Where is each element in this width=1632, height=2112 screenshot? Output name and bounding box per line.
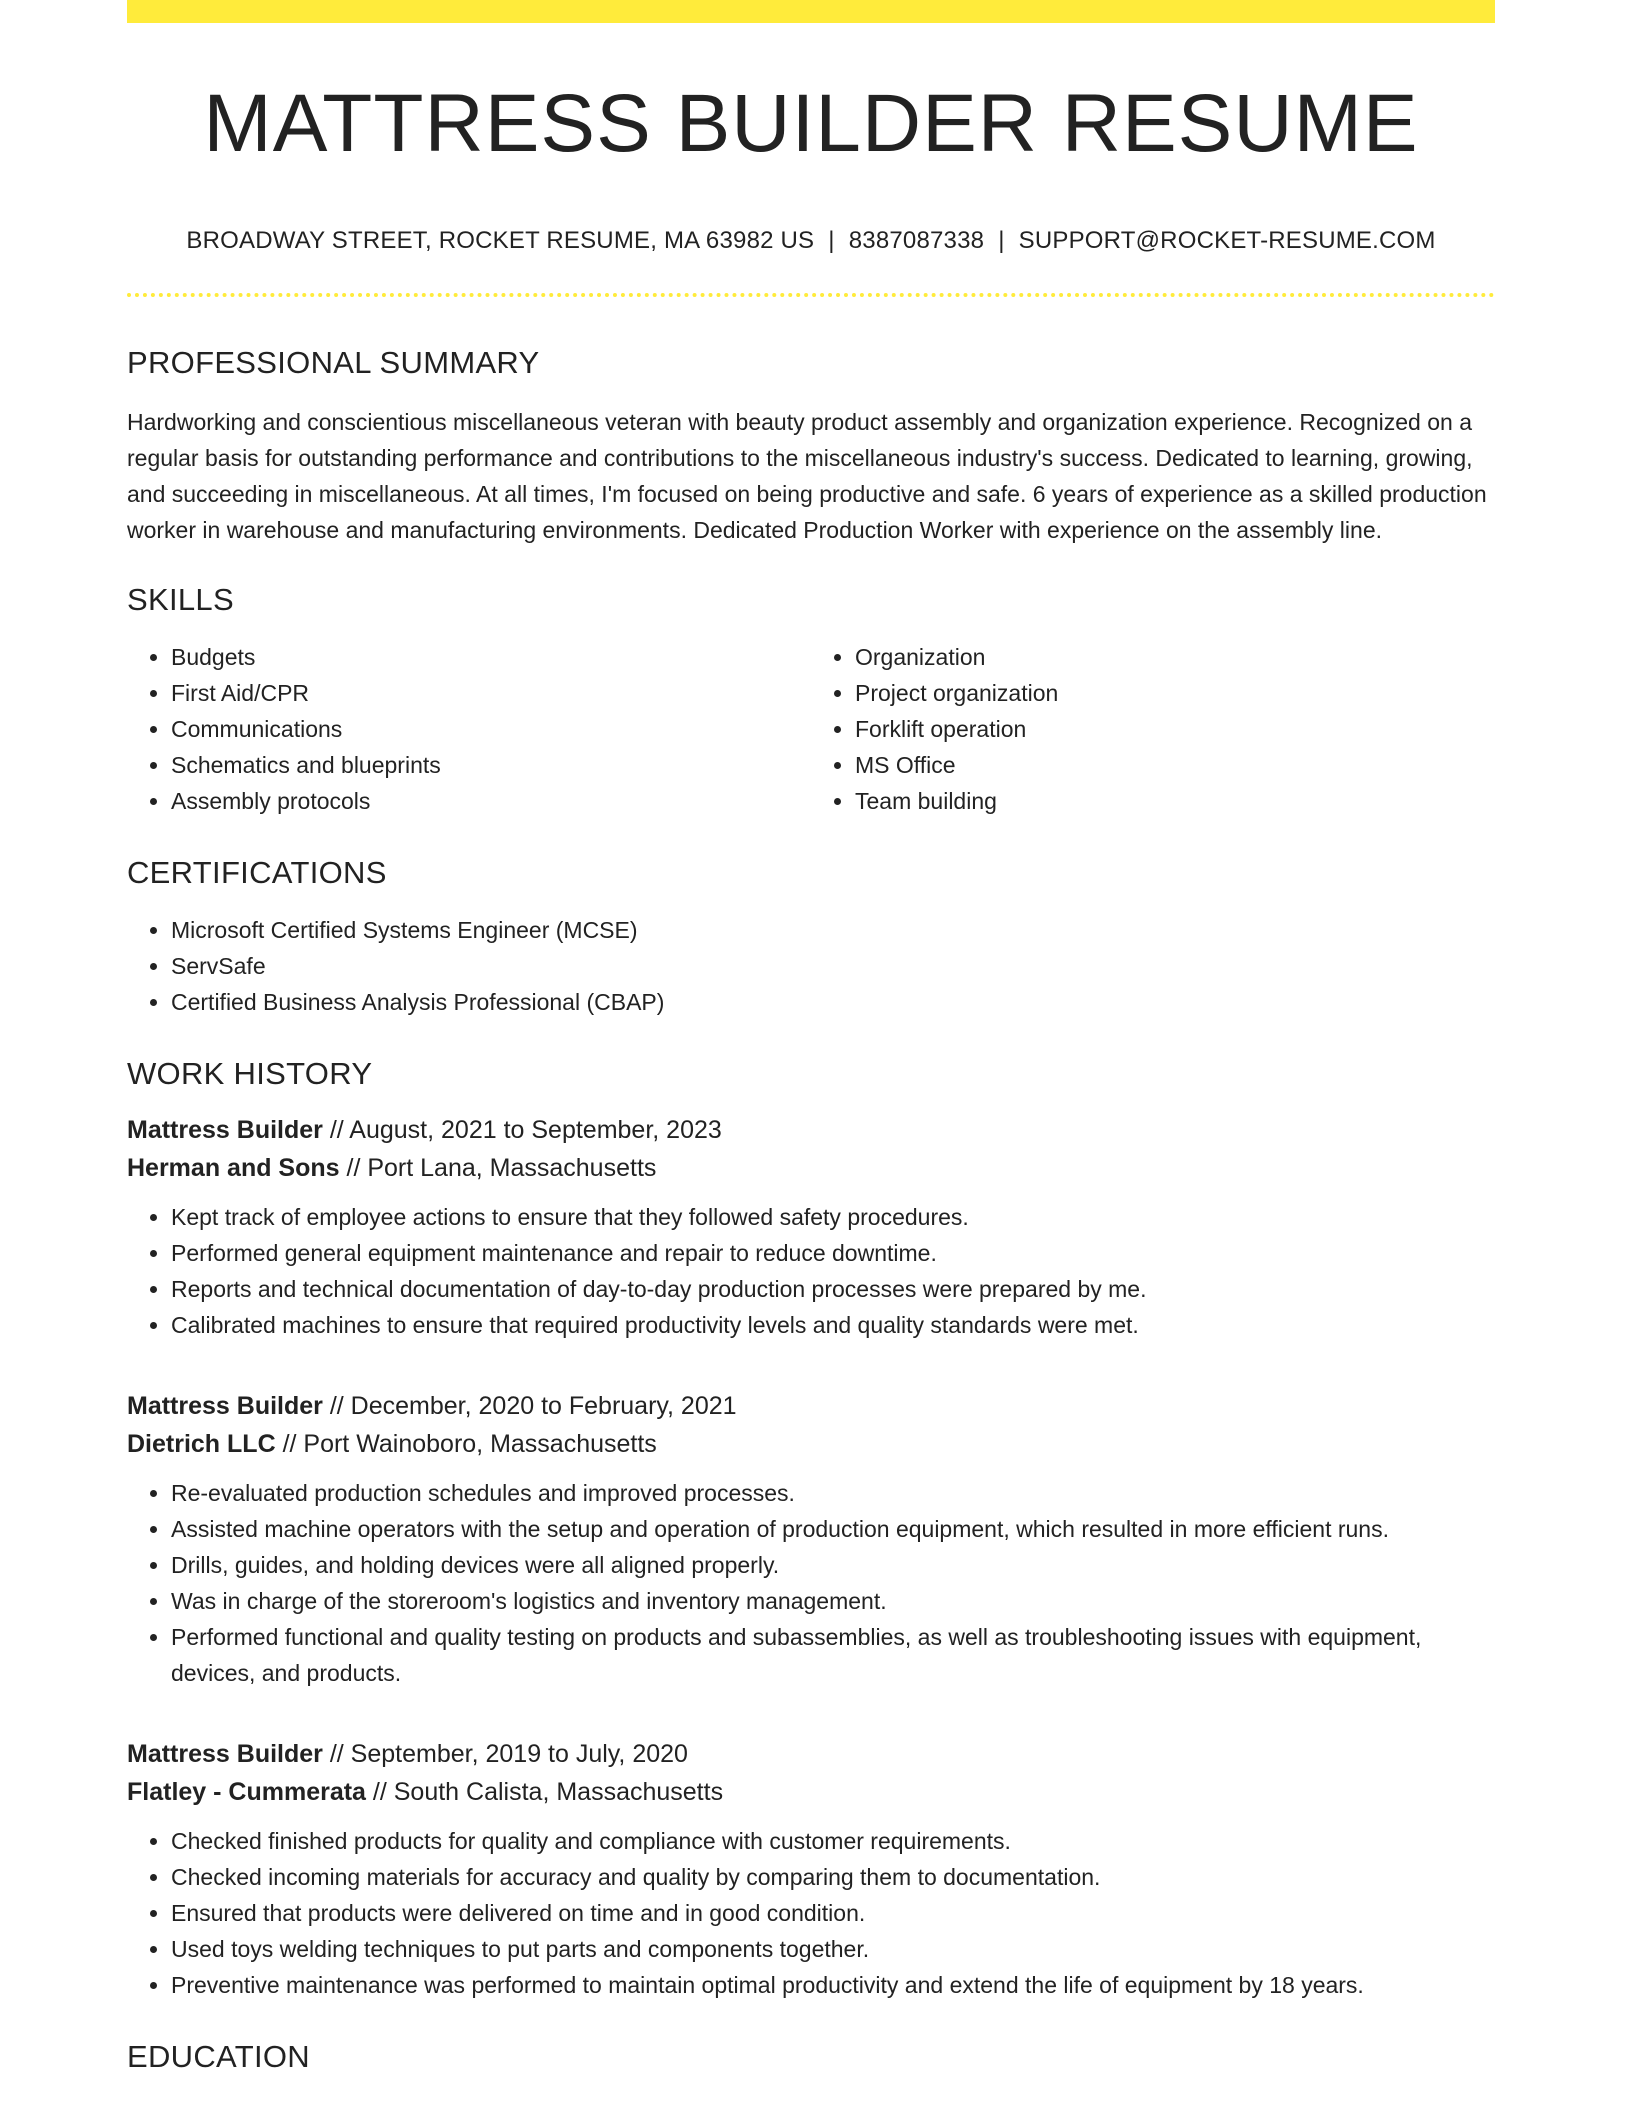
certification-item: • Certified Business Analysis Professional (CBAP) xyxy=(171,984,1495,1020)
job-bullet: • Re-evaluated production schedules and improved processes. xyxy=(171,1475,1495,1511)
job-title: Mattress Builder xyxy=(127,1740,323,1768)
job-title: Mattress Builder xyxy=(127,1392,323,1420)
job-title-line xyxy=(127,1111,1495,1149)
job-entry xyxy=(127,1387,1495,1691)
job-bullet: • Preventive maintenance was performed to maintain optimal productivity and extend the life of equipment by 18 years. xyxy=(171,1967,1495,2003)
skill-item: • First Aid/CPR xyxy=(171,675,811,711)
job-company-line xyxy=(127,1425,1495,1463)
job-location: // South Calista, Massachusetts xyxy=(365,1778,724,1806)
certification-item: • ServSafe xyxy=(171,948,1495,984)
contact-line xyxy=(127,229,1495,253)
skill-item: • Schematics and blueprints xyxy=(171,747,811,783)
certification-item: • Microsoft Certified Systems Engineer (MCSE) xyxy=(171,912,1495,948)
skill-item: • MS Office xyxy=(855,747,1495,783)
job-location: // Port Wainoboro, Massachusetts xyxy=(275,1430,657,1458)
job-company: Flatley - Cummerata xyxy=(127,1778,366,1806)
job-bullet: • Performed functional and quality testing on products and subassemblies, as well as troubleshooting issues with equipment, devices, and products. xyxy=(171,1619,1495,1691)
job-entry xyxy=(127,1735,1495,2003)
resume-page xyxy=(127,0,1495,2072)
certifications-section xyxy=(127,857,1495,1020)
skills-heading: SKILLS xyxy=(127,582,234,617)
resume-title: MATTRESS BUILDER RESUME xyxy=(203,78,1419,169)
education-heading: EDUCATION xyxy=(127,2039,310,2074)
work-history-section xyxy=(127,1058,1495,2003)
job-company-line xyxy=(127,1773,1495,1811)
skill-item: • Project organization xyxy=(855,675,1495,711)
job-dates: // September, 2019 to July, 2020 xyxy=(322,1740,688,1768)
work-history-heading: WORK HISTORY xyxy=(127,1056,373,1091)
summary-section xyxy=(127,347,1495,548)
job-title: Mattress Builder xyxy=(127,1116,323,1144)
certifications-heading: CERTIFICATIONS xyxy=(127,855,387,890)
job-bullet: • Performed general equipment maintenance and repair to reduce downtime. xyxy=(171,1235,1495,1271)
education-section xyxy=(127,2041,1495,2072)
job-bullet: • Assisted machine operators with the setup and operation of production equipment, which resulted in more efficient runs. xyxy=(171,1511,1495,1547)
certifications-list xyxy=(127,912,1495,1020)
job-bullets xyxy=(127,1199,1495,1343)
job-bullet: • Used toys welding techniques to put parts and components together. xyxy=(171,1931,1495,1967)
summary-text: Hardworking and conscientious miscellaneous veteran with beauty product assembly and organization experience. Recognized on a regular basis for outstanding performance and contributions to the miscellaneous industry's success. Dedicated to learning, growing, and succeeding in miscellaneous. At all times, I'm focused on being productive and safe. 6 years of experience as a skilled production worker in warehouse and manufacturing environments. Dedicated Production Worker with experience on the assembly line. xyxy=(127,409,1487,543)
job-bullets xyxy=(127,1475,1495,1691)
job-bullet: • Drills, guides, and holding devices were all aligned properly. xyxy=(171,1547,1495,1583)
skills-list-right xyxy=(811,639,1495,819)
contact-separator: | xyxy=(998,227,1005,254)
contact-phone: 8387087338 xyxy=(848,227,985,254)
job-bullet: • Reports and technical documentation of day-to-day production processes were prepared by me. xyxy=(171,1271,1495,1307)
job-bullet: • Ensured that products were delivered on time and in good condition. xyxy=(171,1895,1495,1931)
job-bullet: • Checked incoming materials for accuracy and quality by comparing them to documentation. xyxy=(171,1859,1495,1895)
job-dates: // August, 2021 to September, 2023 xyxy=(322,1116,722,1144)
job-company-line xyxy=(127,1149,1495,1187)
job-bullets xyxy=(127,1823,1495,2003)
skill-item: • Assembly protocols xyxy=(171,783,811,819)
job-company: Dietrich LLC xyxy=(127,1430,276,1458)
job-entry xyxy=(127,1111,1495,1343)
skills-list-left xyxy=(127,639,811,819)
accent-top-bar xyxy=(127,0,1495,23)
job-bullet: • Calibrated machines to ensure that required productivity levels and quality standards were met. xyxy=(171,1307,1495,1343)
job-bullet: • Checked finished products for quality and compliance with customer requirements. xyxy=(171,1823,1495,1859)
skills-columns xyxy=(127,639,1495,819)
job-location: // Port Lana, Massachusetts xyxy=(339,1154,657,1182)
job-dates: // December, 2020 to February, 2021 xyxy=(322,1392,737,1420)
skill-item: • Team building xyxy=(855,783,1495,819)
skill-item: • Communications xyxy=(171,711,811,747)
dotted-divider xyxy=(127,293,1495,297)
job-bullet: • Was in charge of the storeroom's logistics and inventory management. xyxy=(171,1583,1495,1619)
contact-address: BROADWAY STREET, ROCKET RESUME, MA 63982 US xyxy=(186,227,815,254)
job-company: Herman and Sons xyxy=(127,1154,340,1182)
contact-separator: | xyxy=(828,227,835,254)
skill-item: • Forklift operation xyxy=(855,711,1495,747)
summary-heading: PROFESSIONAL SUMMARY xyxy=(127,345,540,380)
skill-item: • Budgets xyxy=(171,639,811,675)
job-bullet: • Kept track of employee actions to ensure that they followed safety procedures. xyxy=(171,1199,1495,1235)
skill-item: • Organization xyxy=(855,639,1495,675)
job-title-line xyxy=(127,1735,1495,1773)
skills-section xyxy=(127,584,1495,819)
job-title-line xyxy=(127,1387,1495,1425)
contact-email: SUPPORT@ROCKET-RESUME.COM xyxy=(1018,227,1436,254)
